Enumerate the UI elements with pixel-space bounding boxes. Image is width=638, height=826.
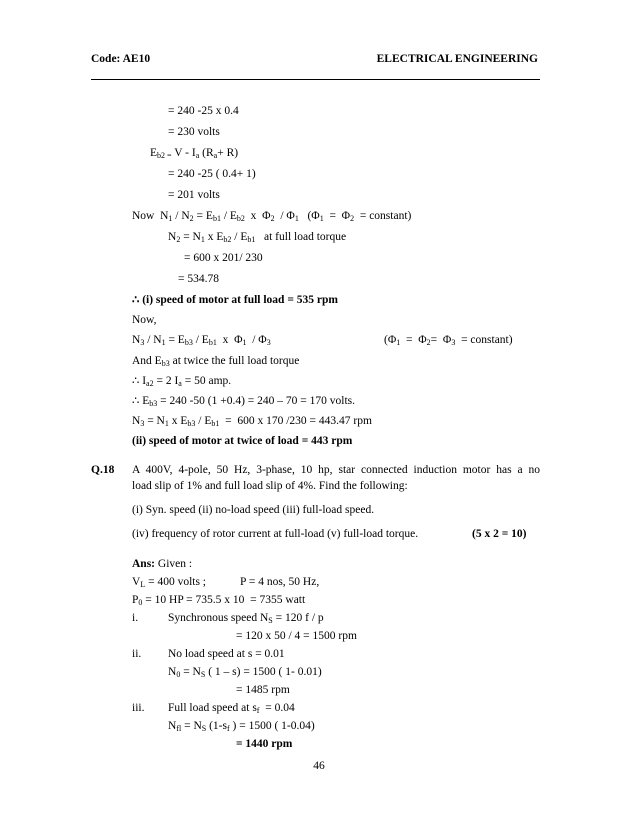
answer-line: Full load speed at $s_f = 0.04$ bbox=[168, 702, 295, 715]
given-vl: $V_L = 400$ volts ; bbox=[132, 576, 206, 589]
answer-line: $N_{fl} = N_S$ ($1-s_f$ ) = 1500 ( 1-0.04) bbox=[168, 720, 315, 733]
eq-line: = 600 x 201/ 230 bbox=[184, 252, 263, 264]
header-rule bbox=[91, 79, 540, 80]
eq-line: = 534.78 bbox=[178, 273, 219, 285]
question-text: load slip of 1% and full load slip of 4%. Find the following: bbox=[132, 480, 408, 492]
given-p: P = 4 nos, 50 Hz, bbox=[240, 576, 320, 588]
answer-result: = 1440 rpm bbox=[236, 738, 293, 750]
marks: (5 x 2 = 10) bbox=[472, 528, 527, 540]
item-label: ii. bbox=[132, 648, 142, 660]
answer-line: $N_0 = N_S$ ( 1 – s) = 1500 ( 1- 0.01) bbox=[168, 666, 322, 679]
answer-label: Ans: bbox=[132, 558, 156, 570]
item-label: iii. bbox=[132, 702, 145, 714]
item-label: i. bbox=[132, 612, 139, 624]
given-p0: $P_0 = 10$ HP = 735.5 x 10 = 7355 watt bbox=[132, 594, 306, 607]
answer-line: = 120 x 50 / 4 = 1500 rpm bbox=[236, 630, 357, 642]
eq-line: ($\Phi_1 = \Phi_2= \Phi_3$ = constant) bbox=[384, 334, 513, 347]
eq-line: ∴ $E_{b3} = 240$ -50 (1 +0.4) = 240 – 70 = 170 volts. bbox=[132, 395, 356, 408]
eq-line: $E_{b2 =}$ V - $I_a$ $(R_a+ R)$ bbox=[150, 147, 239, 160]
result-line: ∴ (i) speed of motor at full load = 535 rpm bbox=[132, 294, 338, 306]
eq-line: = 240 -25 ( 0.4+ 1) bbox=[168, 168, 256, 180]
question-number: Q.18 bbox=[91, 464, 115, 476]
eq-line: $N_2 = N_1$ x $E_{b2} / E_{b1}$ at full load torque bbox=[168, 231, 347, 244]
eq-line: Now, bbox=[132, 314, 157, 326]
page-number: 46 bbox=[313, 760, 325, 772]
answer-line: = 1485 rpm bbox=[236, 684, 290, 696]
eq-line: ∴ $I_{a2} = 2$ $I_a = 50$ amp. bbox=[132, 375, 232, 388]
eq-line: $N_3 = N_1$ x $E_{b3} / E_{b1} = 600$ x 170 /230 = 443.47 rpm bbox=[132, 415, 372, 428]
question-text: A 400V, 4-pole, 50 Hz, 3-phase, 10 hp, star connected induction motor has a no bbox=[132, 464, 540, 476]
eq-line: = 201 volts bbox=[168, 189, 220, 201]
question-text: (iv) frequency of rotor current at full-load (v) full-load torque. bbox=[132, 528, 419, 540]
header-code: Code: AE10 bbox=[91, 53, 151, 65]
question-text: (i) Syn. speed (ii) no-load speed (iii) full-load speed. bbox=[132, 504, 375, 516]
eq-line: = 240 -25 x 0.4 bbox=[168, 105, 239, 117]
answer-line: No load speed at s = 0.01 bbox=[168, 648, 285, 660]
eq-line: = 230 volts bbox=[168, 126, 220, 138]
answer-line: Synchronous speed $N_S = 120$ f / p bbox=[168, 612, 324, 625]
answer-label-line bbox=[132, 557, 192, 571]
eq-line: $N_3 / N_1 = E_{b3} / E_{b1}$ x $\Phi_1 / \Phi_3$ bbox=[132, 334, 271, 347]
eq-line: Now $N_1 / N_2 = E_{b1} / E_{b2}$ x $\Phi_2 / \Phi_1$ ($\Phi_1 = \Phi_2$ = constant) bbox=[132, 210, 412, 223]
eq-line: And $E_{b3}$ at twice the full load torque bbox=[132, 355, 300, 368]
answer-given: Given : bbox=[155, 558, 193, 570]
header-subject: ELECTRICAL ENGINEERING bbox=[376, 53, 538, 65]
result-line: (ii) speed of motor at twice of load = 443 rpm bbox=[132, 435, 353, 447]
